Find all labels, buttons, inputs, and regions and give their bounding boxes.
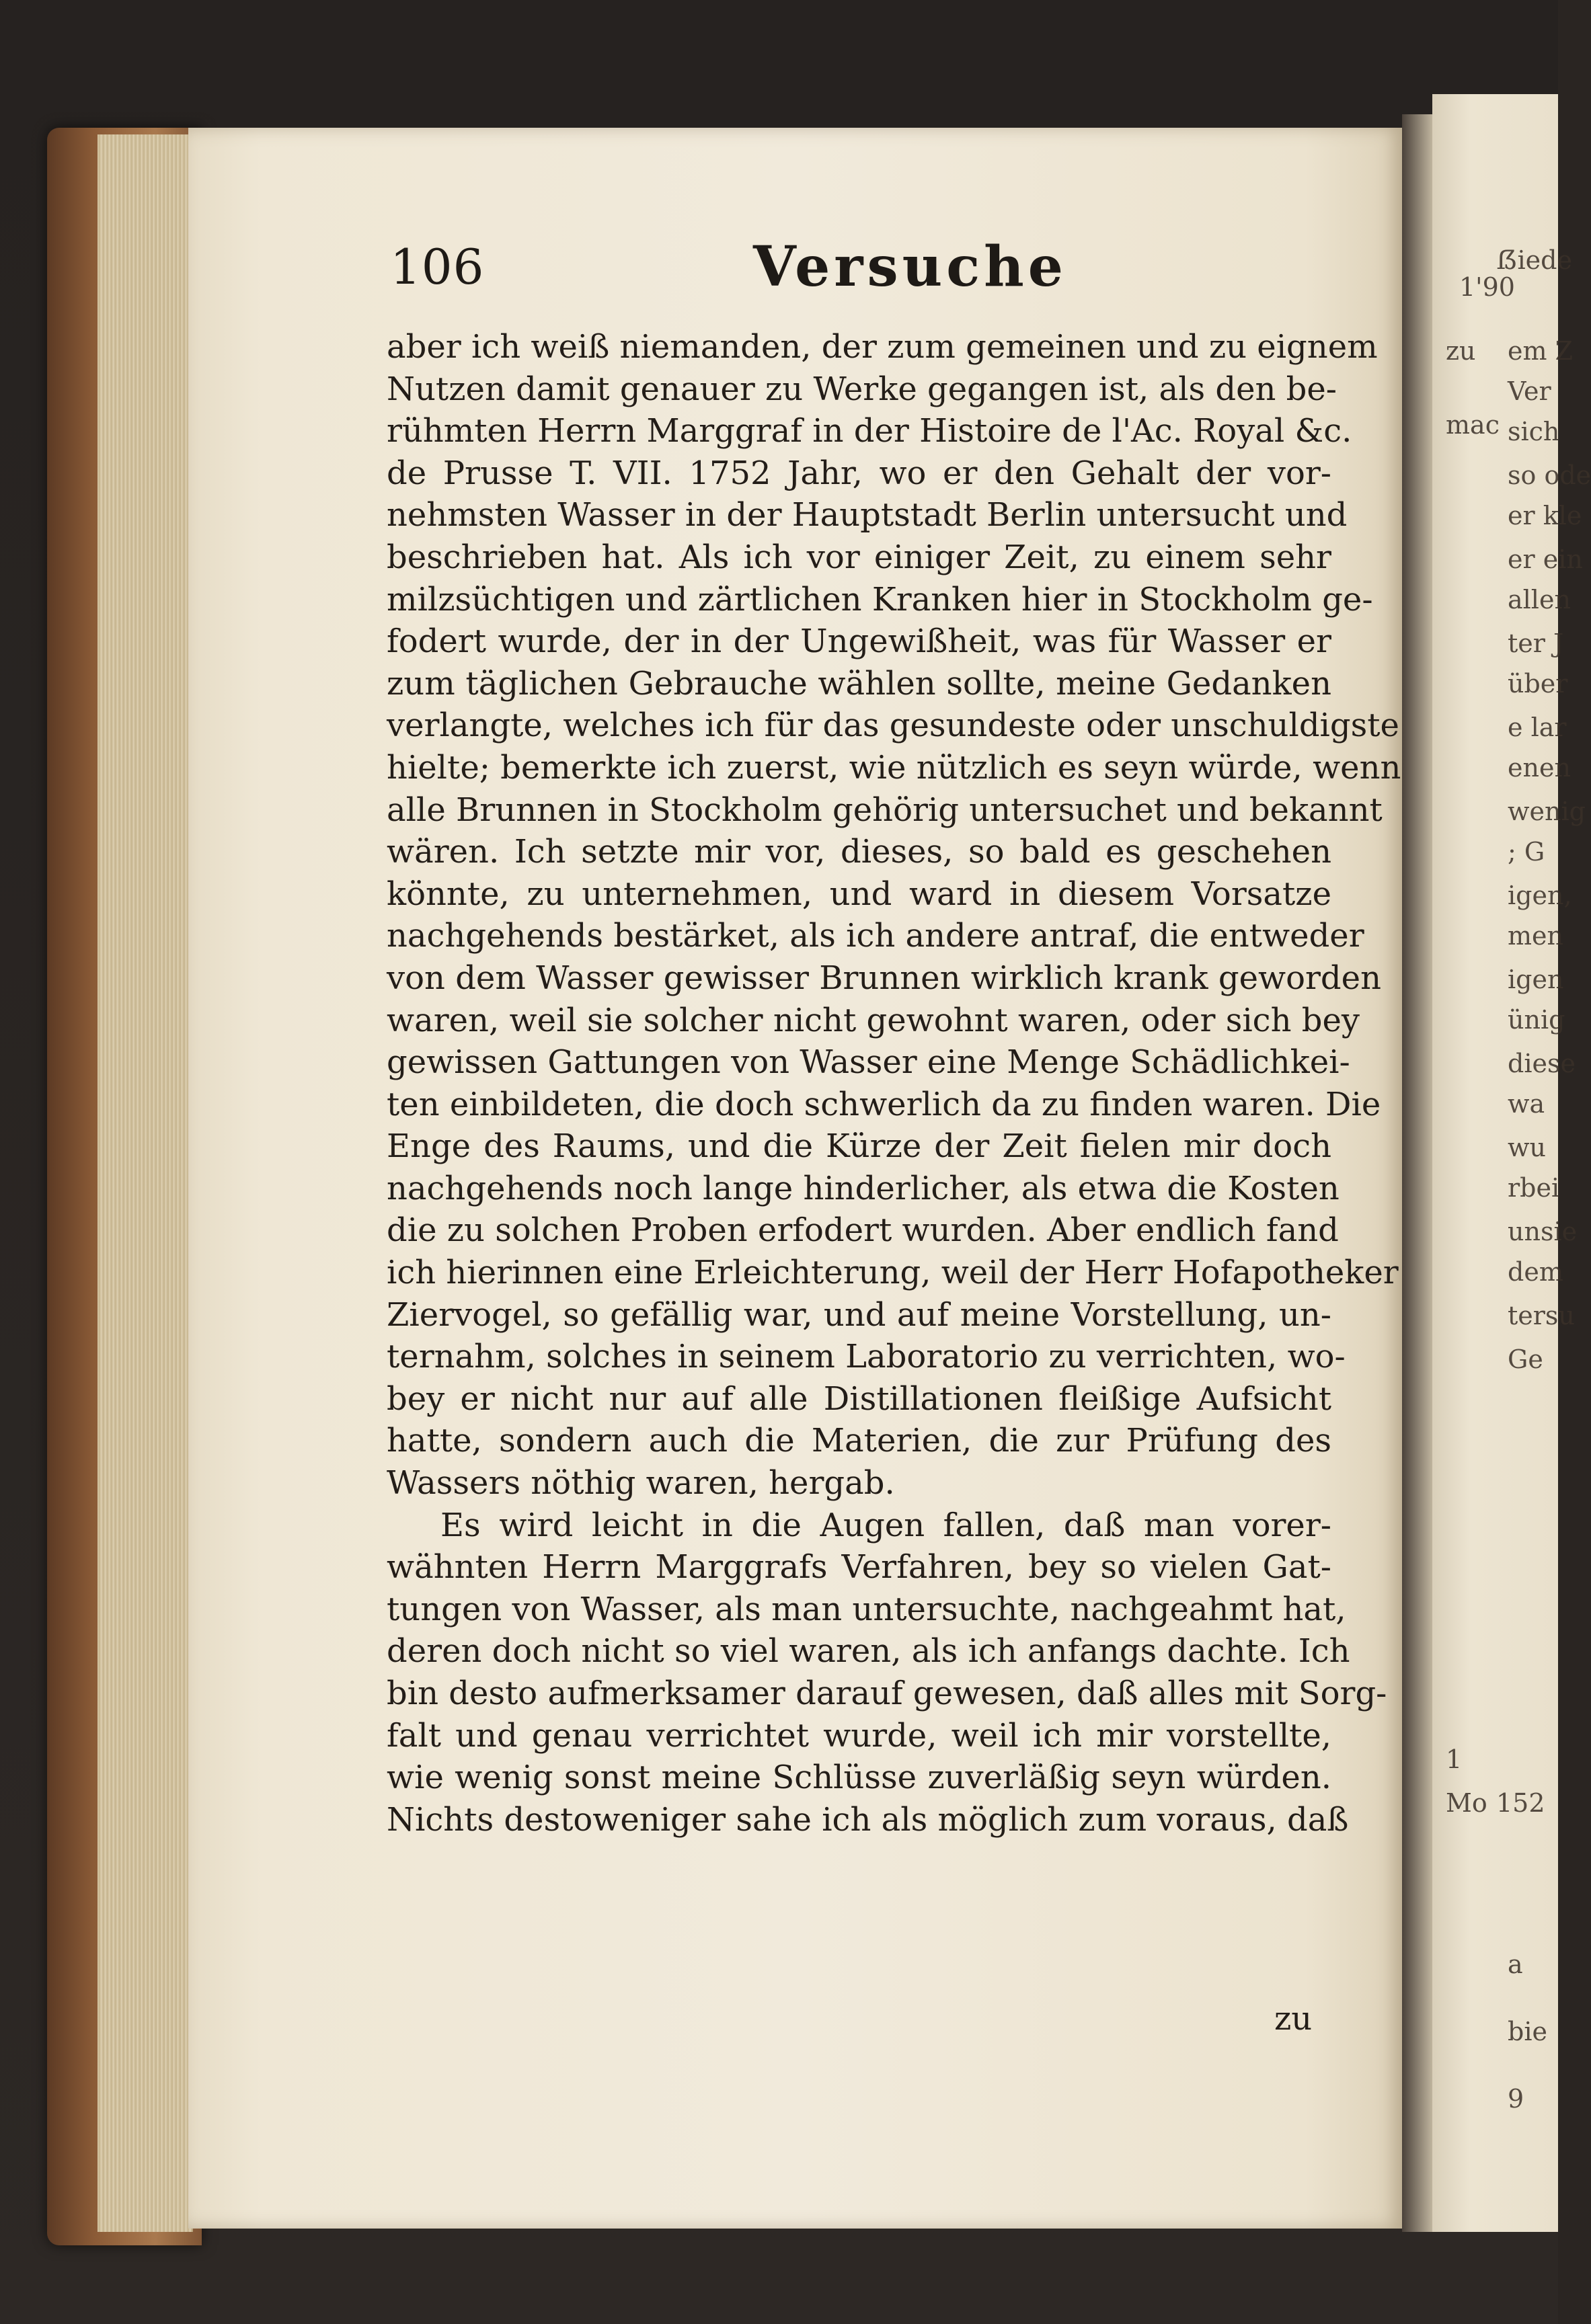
facing-text: enen (1508, 753, 1571, 783)
text-line: wären. Ich setzte mir vor, dieses, so bald es geschehen (387, 833, 1331, 871)
facing-text: em Z (1508, 336, 1574, 366)
facing-text: ter J (1508, 629, 1564, 658)
facing-text: diese (1508, 1049, 1576, 1078)
facing-text: a (1508, 1950, 1523, 1979)
text-line: waren, weil sie solcher nicht gewohnt waren, oder sich bey (387, 1001, 1360, 1039)
text-line: hatte, sondern auch die Materien, die zur Prüfung des (387, 1422, 1331, 1460)
text-line: nehmsten Wasser in der Hauptstadt Berlin untersucht und (387, 496, 1348, 534)
facing-text: so ode (1508, 460, 1591, 490)
facing-text: bie (1508, 2017, 1547, 2046)
text-line: aber ich weiß niemanden, der zum gemeinen und zu eignem (387, 328, 1378, 366)
running-head: Versuche (753, 235, 1067, 299)
text-line: ich hierinnen eine Erleichterung, weil der Herr Hofapotheker (387, 1254, 1399, 1292)
facing-text: Ge (1508, 1345, 1543, 1374)
text-line: de Prusse T. VII. 1752 Jahr, wo er den Gehalt der vor- (387, 454, 1331, 492)
facing-text: wu (1508, 1133, 1546, 1162)
text-line: die zu solchen Proben erfodert wurden. Aber endlich fand (387, 1211, 1339, 1250)
text-line: falt und genau verrichtet wurde, weil ich mir vorstellte, (387, 1716, 1331, 1755)
facing-text: 9 (1508, 2084, 1524, 2114)
body-text (387, 326, 1401, 1841)
text-line: deren doch nicht so viel waren, als ich anfangs dachte. Ich (387, 1632, 1350, 1671)
text-line: gewissen Gattungen von Wasser eine Menge Schädlichkei- (387, 1043, 1350, 1082)
text-line: Nutzen damit genauer zu Werke gegangen ist, als den be- (387, 370, 1337, 408)
text-line: fodert wurde, der in der Ungewißheit, was für Wasser er (387, 623, 1331, 661)
facing-text: er ein (1508, 545, 1583, 574)
facing-text: mac (1446, 410, 1500, 440)
facing-text: über (1508, 669, 1568, 698)
facing-page-fragment (1432, 94, 1591, 2232)
text-line: ten einbildeten, die doch schwerlich da zu finden waren. Die (387, 1085, 1381, 1123)
facing-text: 1'90 (1459, 272, 1515, 302)
text-line: verlangte, welches ich für das gesundeste oder unschuldigste (387, 707, 1399, 745)
facing-text: Mo (1446, 1788, 1487, 1818)
text-line: beschrieben hat. Als ich vor einiger Zeit, zu einem sehr (387, 538, 1331, 576)
text-line: nachgehends bestärket, als ich andere antraf, die entweder (387, 917, 1364, 955)
text-line: ternahm, solches in seinem Laboratorio zu verrichten, wo- (387, 1338, 1346, 1376)
facing-text: unsie (1508, 1217, 1578, 1246)
facing-text: zu (1446, 336, 1476, 366)
text-line: Es wird leicht in die Augen fallen, daß man vorer- (440, 1506, 1331, 1544)
facing-text: wenig (1508, 797, 1586, 826)
text-line: bin desto aufmerksamer darauf gewesen, daß alles mit Sorg- (387, 1675, 1387, 1712)
catchword: zu (1274, 2000, 1313, 2038)
facing-text: sich (1508, 417, 1560, 446)
facing-text: rbei (1508, 1173, 1560, 1203)
text-line: alle Brunnen in Stockholm gehörig untersuchet und bekannt (387, 791, 1383, 829)
facing-text: tersu (1508, 1301, 1575, 1330)
facing-text: wa (1508, 1089, 1545, 1119)
text-line: Nichts destoweniger sahe ich als möglich zum voraus, daß (387, 1800, 1349, 1839)
facing-text: dem (1508, 1257, 1563, 1287)
text-line: wähnten Herrn Marggrafs Verfahren, bey so vielen Gat- (387, 1548, 1331, 1587)
text-line: Enge des Raums, und die Kürze der Zeit fielen mir doch (387, 1127, 1331, 1166)
facing-text: er kle (1508, 501, 1582, 530)
text-line: bey er nicht nur auf alle Distillationen fleißige Aufsicht (387, 1379, 1331, 1418)
page-header (390, 235, 1331, 313)
facing-text: ẞiede (1496, 245, 1572, 275)
facing-text: men (1508, 921, 1563, 951)
facing-text: allen (1508, 585, 1571, 614)
text-line: könnte, zu unternehmen, und ward in diesem Vorsatze (387, 875, 1331, 913)
facing-text: e lar (1508, 713, 1567, 742)
text-line: Ziervogel, so gefällig war, und auf meine Vorstellung, un- (387, 1295, 1331, 1334)
text-line: von dem Wasser gewisser Brunnen wirklich krank geworden (387, 959, 1381, 997)
text-line: milzsüchtigen und zärtlichen Kranken hier in Stockholm ge- (387, 580, 1373, 618)
facing-text: igen, (1508, 881, 1572, 910)
facing-text: 1 (1446, 1745, 1463, 1774)
facing-text: Ver (1508, 376, 1551, 406)
text-line: tungen von Wasser, als man untersuchte, nachgeahmt hat, (387, 1590, 1346, 1628)
page-number: 106 (390, 239, 485, 295)
text-line: wie wenig sonst meine Schlüsse zuverläßig seyn würden. (387, 1759, 1331, 1797)
text-line: zum täglichen Gebrauche wählen sollte, meine Gedanken (387, 664, 1331, 703)
text-line: rühmten Herrn Marggraf in der Histoire de l'Ac. Royal &c. (387, 412, 1352, 450)
text-line: Wassers nöthig waren, hergab. (387, 1464, 895, 1502)
text-line: nachgehends noch lange hinderlicher, als etwa die Kosten (387, 1169, 1340, 1207)
facing-text: ; G (1508, 837, 1545, 867)
text-line: hielte; bemerkte ich zuerst, wie nützlich es seyn würde, wenn (387, 748, 1401, 787)
facing-text: igen (1508, 965, 1564, 994)
facing-text: 152 (1496, 1788, 1545, 1818)
page-edges (98, 134, 193, 2232)
facing-text: ünig (1508, 1005, 1565, 1035)
